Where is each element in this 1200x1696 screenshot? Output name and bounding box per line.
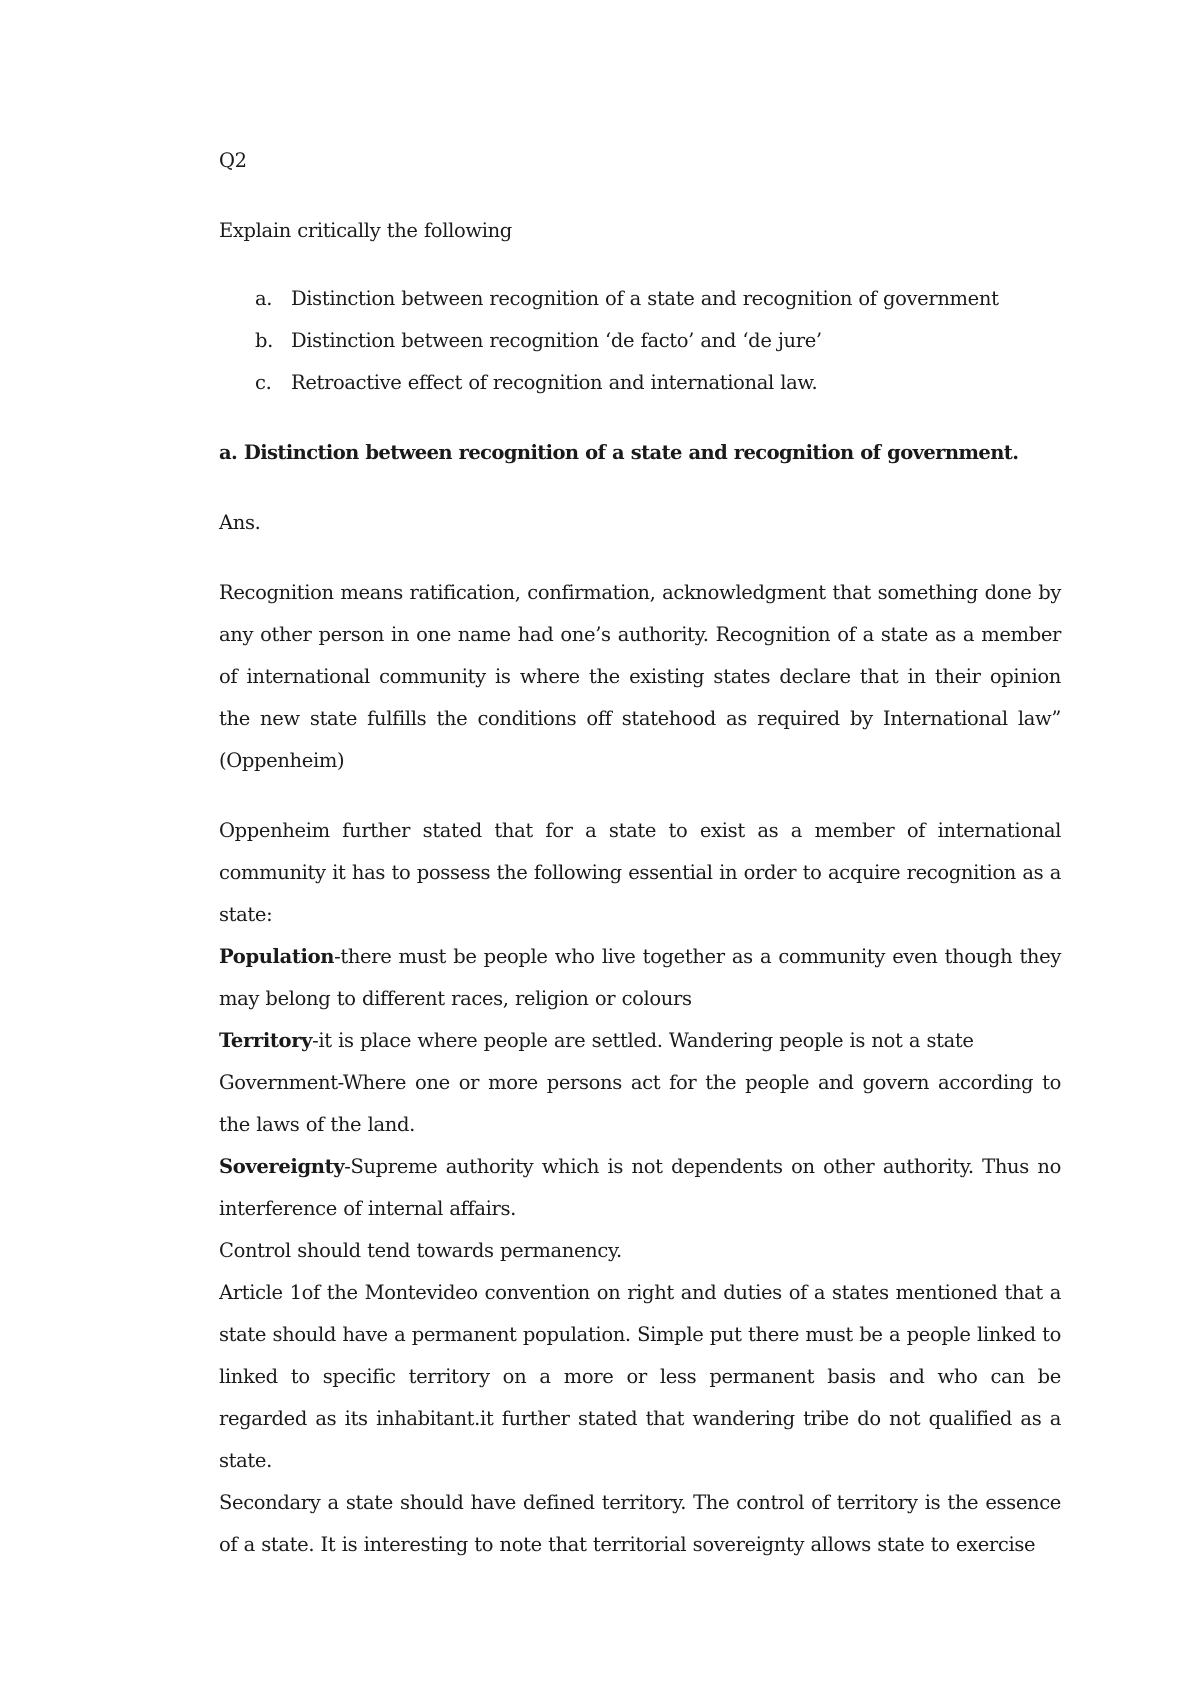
sovereignty-description: -Supreme authority which is not dependents on other authority. Thus no interference of internal affairs. [219,1155,1061,1220]
list-item-text: Distinction between recognition ‘de facto’ and ‘de jure’ [291,329,822,352]
list-item-letter: c. [255,371,272,394]
section-heading: a. Distinction between recognition of a state and recognition of government. [219,441,1019,464]
answer-label: Ans. [219,511,261,534]
control-text: Control should tend towards permanency. [219,1239,622,1262]
paragraph-defined-territory: Secondary a state should have defined territory. The control of territory is the essence of a state. It is interesting to note that territorial sovereignty allows state to exercise [219,1491,1061,1556]
population-description: -there must be people who live together as a community even though they may belong to different races, religion or colours [219,945,1061,1010]
essential-territory [219,1020,1061,1062]
list-item-letter: a. [255,287,273,310]
question-list [219,278,1061,404]
term-territory: Territory [219,1029,313,1052]
essential-population [219,936,1061,1020]
list-item [219,278,1061,320]
document-body [219,140,1061,1566]
essential-sovereignty [219,1146,1061,1230]
list-item-text: Distinction between recognition of a state and recognition of government [291,287,999,310]
list-item-text: Retroactive effect of recognition and international law. [291,371,818,394]
term-population: Population [219,945,335,968]
territory-description: -it is place where people are settled. Wandering people is not a state [312,1029,974,1052]
paragraph-recognition-definition: Recognition means ratification, confirmation, acknowledgment that something done by any other person in one name had one’s authority. Recognition of a state as a member of international community is where the existing states declare that in their opinion the new state fulfills the conditions off statehood as required by International law” (Oppenheim) [219,581,1061,772]
list-item [219,320,1061,362]
list-item [219,362,1061,404]
question-number: Q2 [219,149,247,172]
paragraph-oppenheim-essentials: Oppenheim further stated that for a state to exist as a member of international community it has to possess the following essential in order to acquire recognition as a state: [219,819,1061,926]
essential-government: Government-Where one or more persons act for the people and govern according to the laws of the land. [219,1071,1061,1136]
term-sovereignty: Sovereignty [219,1155,345,1178]
list-item-letter: b. [255,329,273,352]
instruction-text: Explain critically the following [219,219,512,242]
paragraph-montevideo-article: Article 1of the Montevideo convention on right and duties of a states mentioned that a state should have a permanent population. Simple put there must be a people linked to linked to specific territory on a more or less permanent basis and who can be regarded as its inhabitant.it further stated that wandering tribe do not qualified as a state. [219,1281,1061,1472]
